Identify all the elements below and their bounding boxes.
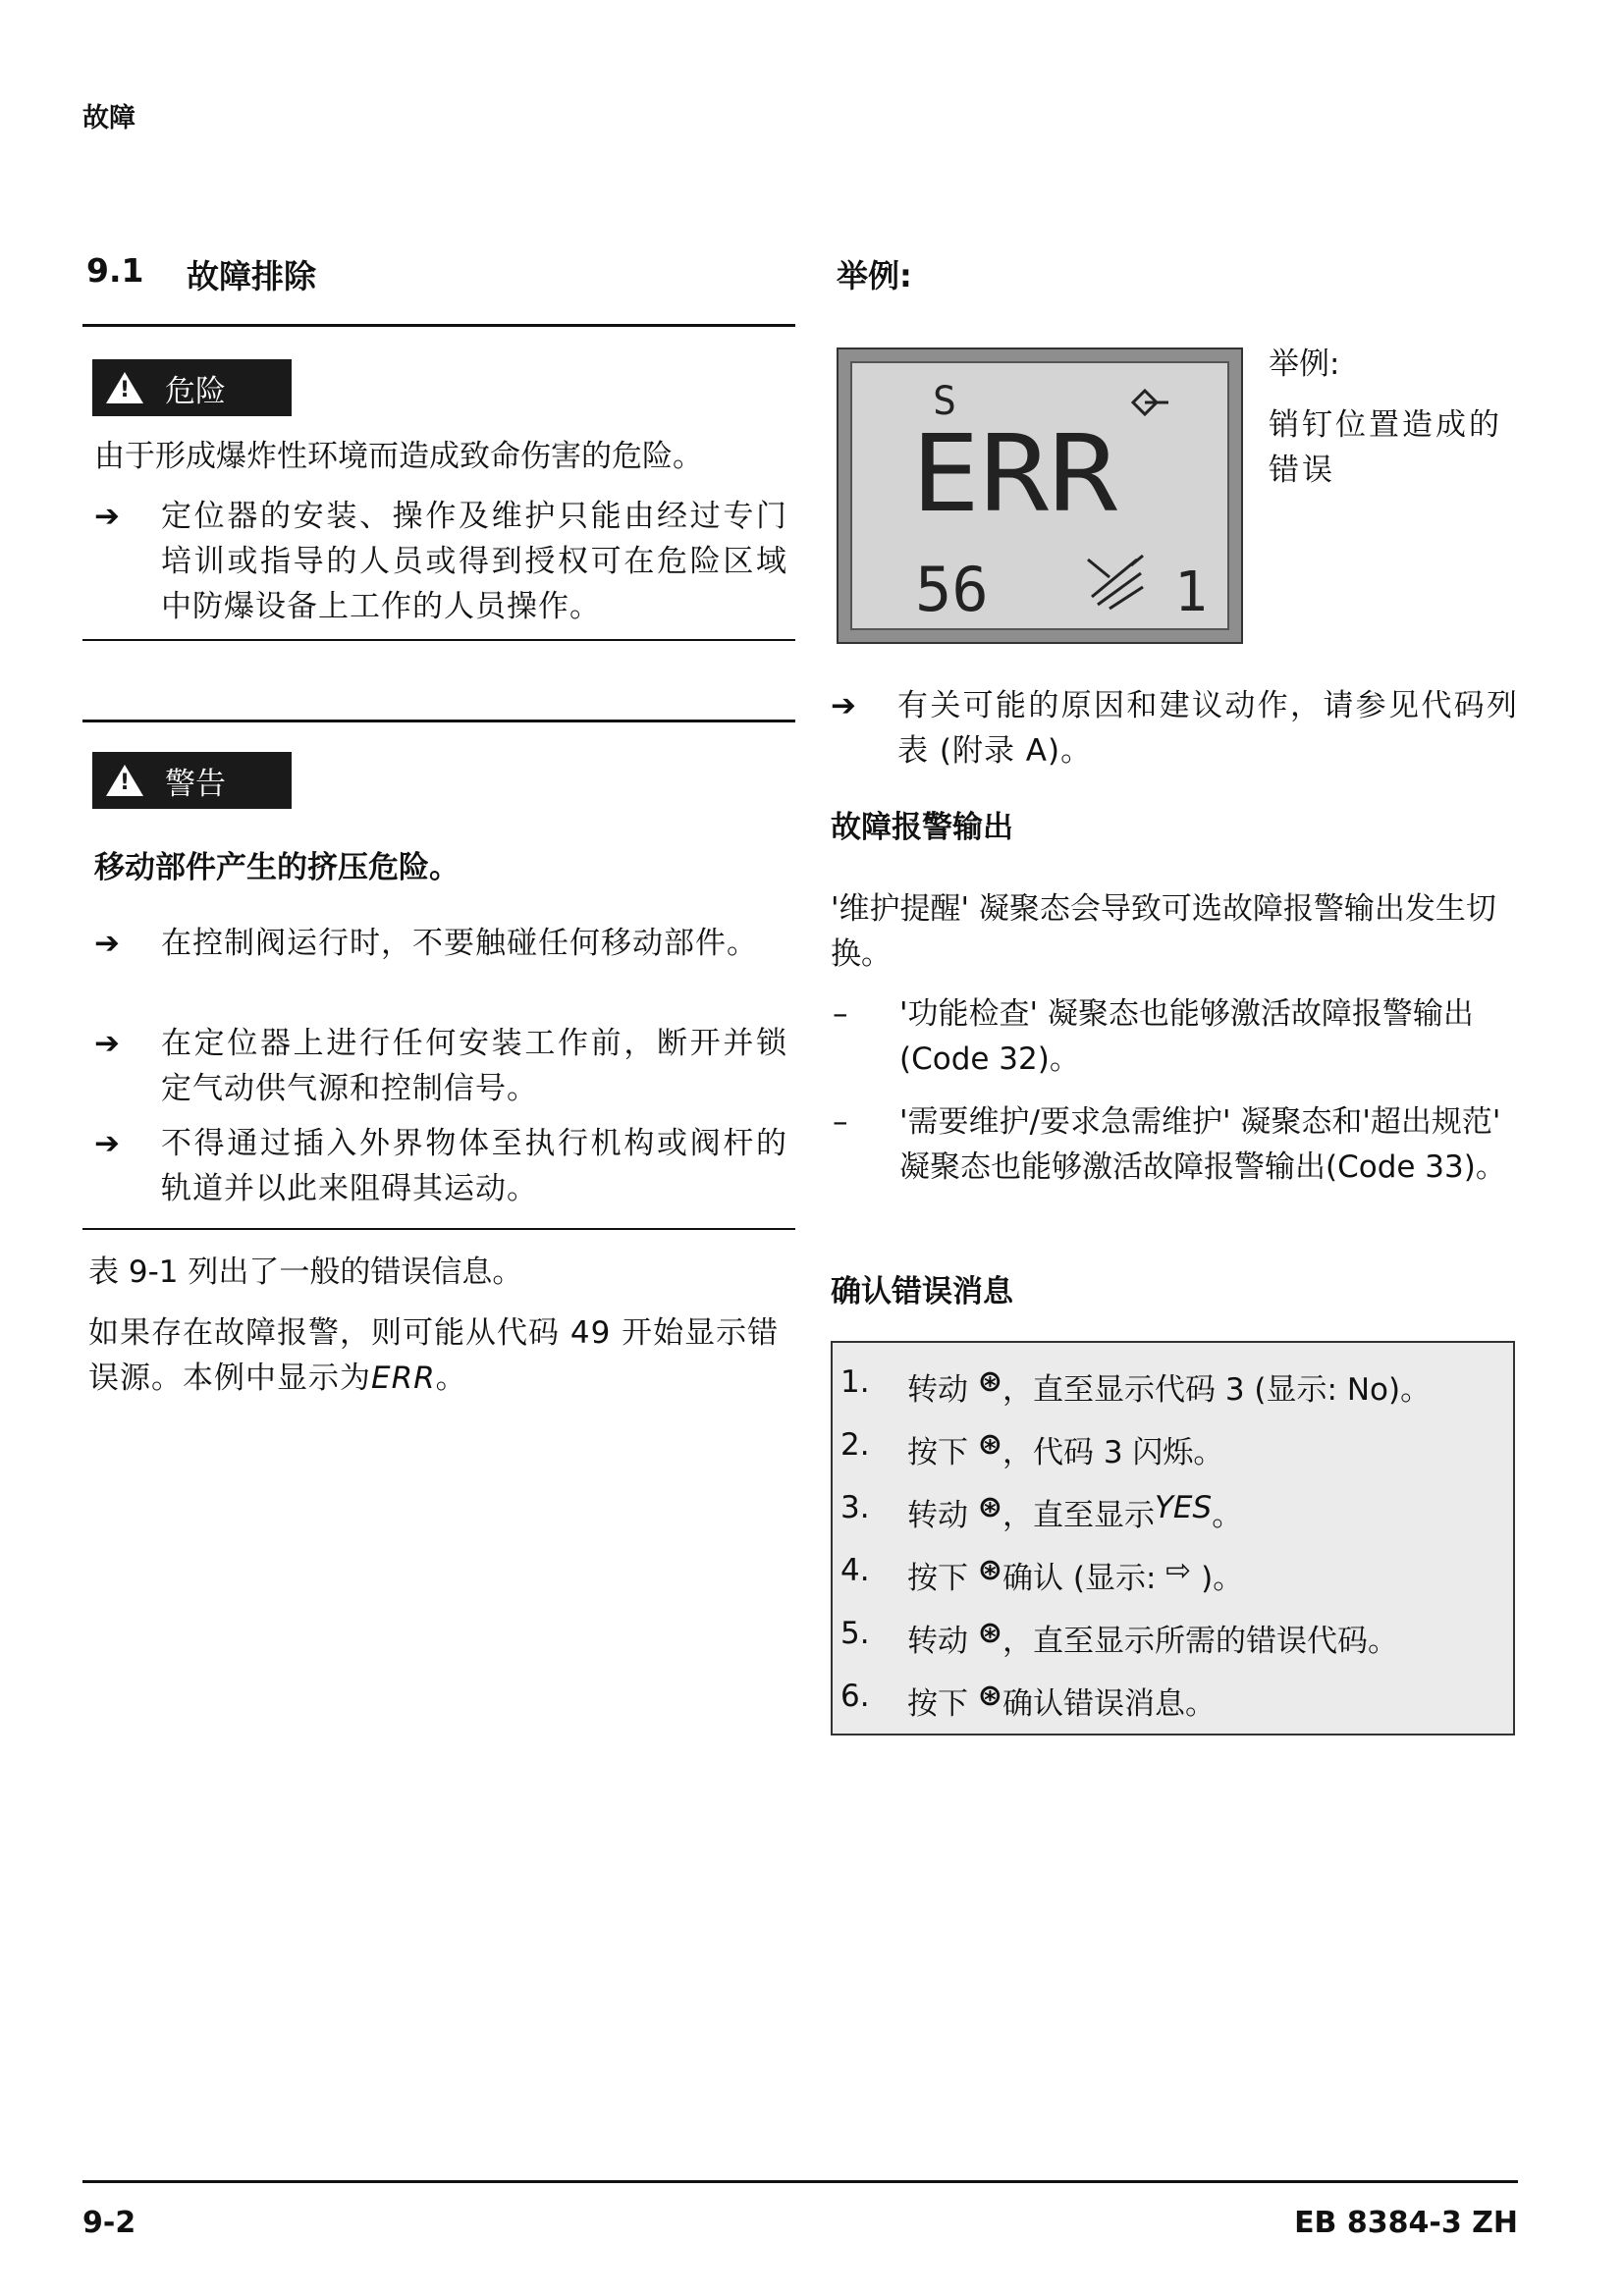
lcd-indicator-s: S <box>933 379 957 424</box>
step-item: 4. 按下 ⊛ 确认 (显示: ⇨ )。 <box>840 1553 1244 1596</box>
step-item: 6. 按下 ⊛ 确认错误消息。 <box>840 1679 1216 1722</box>
arrow-icon: ➔ <box>94 926 120 961</box>
see-codes-text: 有关可能的原因和建议动作，请参见代码列表 (附录 A)。 <box>897 688 1518 769</box>
warning-badge-label: 警告 <box>165 766 226 802</box>
warning-item <box>94 921 787 966</box>
lcd-main-text: ERR <box>911 413 1119 536</box>
ack-steps-box <box>831 1341 1515 1735</box>
footer-divider <box>82 2180 1518 2183</box>
step-item: 1. 转动 ⊛ ，直至显示代码 3 (显示: No)。 <box>840 1364 1432 1408</box>
danger-item <box>94 494 787 629</box>
alarm-dash-item: – '需要维护/要求急需维护' 凝聚态和'超出规范' 凝聚态也能够激活故障报警输出(Code 33)。 <box>831 1099 1518 1190</box>
arrow-icon: ➔ <box>831 688 856 723</box>
running-header: 故障 <box>82 103 135 133</box>
warning-heading: 移动部件产生的挤压危险。 <box>94 850 460 885</box>
error-code-ref: ERR <box>371 1361 436 1396</box>
danger-badge-label: 危险 <box>165 373 226 409</box>
lcd-right-digit: 1 <box>1174 561 1208 624</box>
example-heading: 举例: <box>837 257 912 294</box>
confirm-symbol-icon: ⇨ <box>1156 1553 1202 1588</box>
arrow-icon: ➔ <box>94 1126 120 1161</box>
divider <box>82 324 795 327</box>
danger-text: 由于形成爆炸性环境而造成致命伤害的危险。 <box>94 439 703 474</box>
alarm-dash-item: – '功能检查' 凝聚态也能够激活故障报警输出(Code 32)。 <box>831 991 1518 1082</box>
section-number: 9.1 <box>86 251 144 290</box>
lcd-pin-icon <box>1133 391 1168 414</box>
rotary-knob-icon: ⊛ <box>977 1364 1002 1399</box>
arrow-icon: ➔ <box>94 499 120 534</box>
alarm-text: '维护提醒' 凝聚态会导致可选故障报警输出发生切换。 <box>831 891 1496 972</box>
warning-item-text: 在定位器上进行任何安装工作前，断开并锁定气动供气源和控制信号。 <box>161 1026 787 1106</box>
divider <box>82 720 795 722</box>
see-codes-item <box>831 683 1518 774</box>
warning-item-text: 在控制阀运行时，不要触碰任何移动部件。 <box>161 926 758 961</box>
warning-badge <box>92 752 292 809</box>
step-item: 3. 转动 ⊛ ，直至显示 YES 。 <box>840 1490 1243 1533</box>
warning-item-text: 不得通过插入外界物体至执行机构或阀杆的轨道并以此来阻碍其运动。 <box>161 1126 787 1206</box>
section-title: 故障排除 <box>187 257 316 295</box>
step-item: 5. 转动 ⊛ ，直至显示所需的错误代码。 <box>840 1616 1398 1659</box>
warning-item <box>94 1121 787 1211</box>
rotary-knob-icon: ⊛ <box>977 1616 1002 1650</box>
error-source-text: 如果存在故障报警，则可能从代码 49 开始显示错误源。本例中显示为ERR。 <box>88 1315 780 1396</box>
warning-item <box>94 1021 787 1111</box>
rotary-knob-icon: ⊛ <box>977 1490 1002 1524</box>
rotary-knob-icon: ⊛ <box>977 1427 1002 1462</box>
warning-triangle-icon <box>106 372 143 403</box>
lcd-display <box>837 347 1243 644</box>
alarm-dash-text: '功能检查' 凝聚态也能够激活故障报警输出(Code 32)。 <box>899 996 1474 1077</box>
page-number: 9-2 <box>82 2206 136 2240</box>
rotary-knob-icon: ⊛ <box>977 1679 1002 1713</box>
document-id: EB 8384-3 ZH <box>1294 2206 1518 2240</box>
alarm-dash-text: '需要维护/要求急需维护' 凝聚态和'超出规范' 凝聚态也能够激活故障报警输出(Code 33)。 <box>899 1104 1506 1185</box>
rotary-knob-icon: ⊛ <box>977 1553 1002 1587</box>
divider <box>82 1228 795 1230</box>
danger-item-text: 定位器的安装、操作及维护只能由经过专门培训或指导的人员或得到授权可在危险区域中防爆设备上工作的人员操作。 <box>161 499 787 624</box>
arrow-icon: ➔ <box>94 1026 120 1061</box>
warning-triangle-icon <box>106 765 143 796</box>
table-reference: 表 9-1 列出了一般的错误信息。 <box>88 1255 523 1290</box>
ack-heading: 确认错误消息 <box>831 1274 1013 1309</box>
divider <box>82 639 795 641</box>
example-caption-title: 举例: <box>1269 347 1340 382</box>
lcd-code: 56 <box>915 554 989 625</box>
alarm-heading: 故障报警输出 <box>831 810 1013 845</box>
lcd-fault-icon <box>1088 556 1143 609</box>
step-item: 2. 按下 ⊛ ，代码 3 闪烁。 <box>840 1427 1224 1470</box>
example-caption-text: 销钉位置造成的错误 <box>1269 407 1502 488</box>
danger-badge <box>92 359 292 416</box>
